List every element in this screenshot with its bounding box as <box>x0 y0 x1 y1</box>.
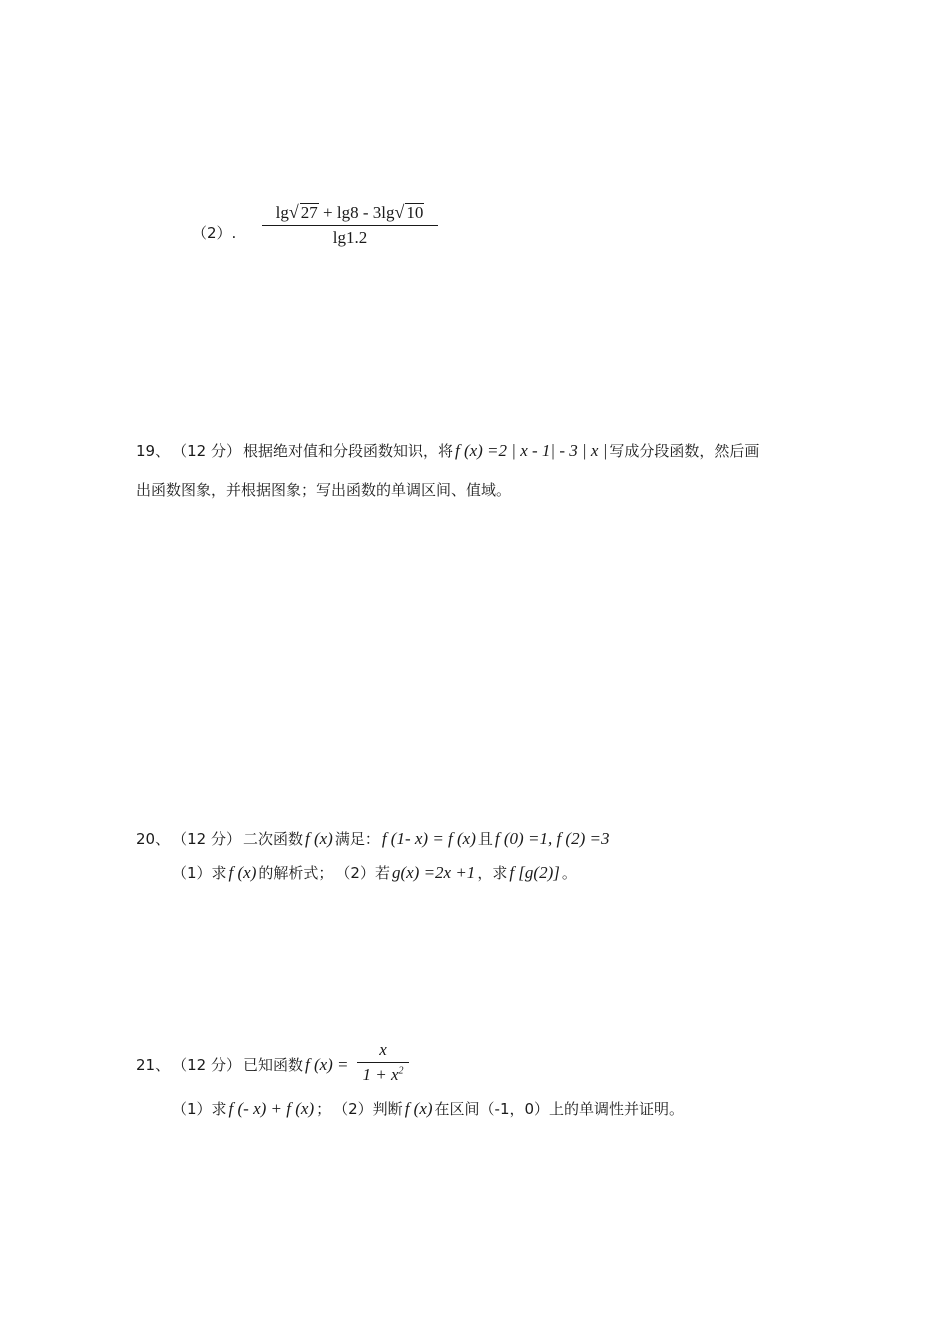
q20-f: f (x) <box>304 829 333 848</box>
q21-line1 <box>136 1054 349 1075</box>
q21-points: （12 分） <box>172 1056 241 1074</box>
q20-sub2-text: ，求 <box>477 864 508 882</box>
q21-den-base: 1 + x <box>362 1065 399 1084</box>
q19-text-a: 根据绝对值和分段函数知识，将 <box>242 442 453 460</box>
q19-number: 19、 <box>136 442 171 460</box>
q21-number: 21、 <box>136 1056 171 1074</box>
radical-icon: √ <box>394 202 405 222</box>
q18-numerator <box>262 202 438 223</box>
q20-cond1: f (1- x) = f (x) <box>381 829 476 848</box>
q19-text-b: 写成分段函数，然后画 <box>609 442 760 460</box>
q20-sub2-expr: f [g(2)] <box>509 863 560 882</box>
fraction-bar <box>262 225 438 226</box>
q20-cond2: f (0) =1, f (2) =3 <box>494 829 610 848</box>
q18-part2-label: （2）. <box>192 224 237 242</box>
q20-points: （12 分） <box>172 830 241 848</box>
q20-sub2-label: （2）若 <box>335 864 390 882</box>
q21-sub2-text: 在区间（-1，0）上的单调性并证明。 <box>434 1100 685 1118</box>
q21-fraction <box>357 1040 409 1085</box>
q20-sub1-f: f (x) <box>228 863 257 882</box>
q21-numerator: x <box>379 1040 387 1059</box>
q20-text-c: 且 <box>477 830 493 848</box>
q21-sub2-f: f (x) <box>404 1099 433 1118</box>
q18-num-middle: + lg8 - 3lg <box>323 203 395 222</box>
q18-num-lg1: lg <box>275 203 289 222</box>
q21-sub2-label: （2）判断 <box>333 1100 403 1118</box>
q21-den-exp: 2 <box>398 1065 404 1077</box>
q21-denominator <box>357 1065 409 1085</box>
q20-sub2-g: g(x) =2x +1 <box>391 863 476 882</box>
q20-text-b: 满足： <box>334 830 380 848</box>
q19-line1 <box>136 440 759 461</box>
q19-points: （12 分） <box>172 442 241 460</box>
radical-icon: √ <box>288 202 299 222</box>
q20-text-a: 二次函数 <box>242 830 303 848</box>
q19-line2: 出函数图象，并根据图象；写出函数的单调区间、值域。 <box>136 481 512 499</box>
q20-line1 <box>136 828 609 849</box>
q20-line2 <box>172 862 577 883</box>
q21-text-a: 已知函数 <box>242 1056 303 1074</box>
q18-radicand-10: 10 <box>406 203 424 222</box>
fraction-bar <box>357 1062 409 1063</box>
q20-sub1-text: 的解析式； <box>258 864 334 882</box>
q20-number: 20、 <box>136 830 171 848</box>
q18-fraction <box>262 202 438 248</box>
q18-denominator: lg1.2 <box>332 228 368 247</box>
q21-sub1-label: （1）求 <box>172 1100 227 1118</box>
q18-radicand-27: 27 <box>300 203 318 222</box>
q20-sub2-end: 。 <box>561 864 577 882</box>
q20-sub1-label: （1）求 <box>172 864 227 882</box>
q21-sub1-end: ； <box>316 1100 332 1118</box>
q21-sub1-expr: f (- x) + f (x) <box>228 1099 315 1118</box>
q21-lhs: f (x) = <box>304 1055 349 1074</box>
q21-line2 <box>172 1098 684 1119</box>
q19-formula: f (x) =2 | x - 1| - 3 | x | <box>454 441 608 460</box>
